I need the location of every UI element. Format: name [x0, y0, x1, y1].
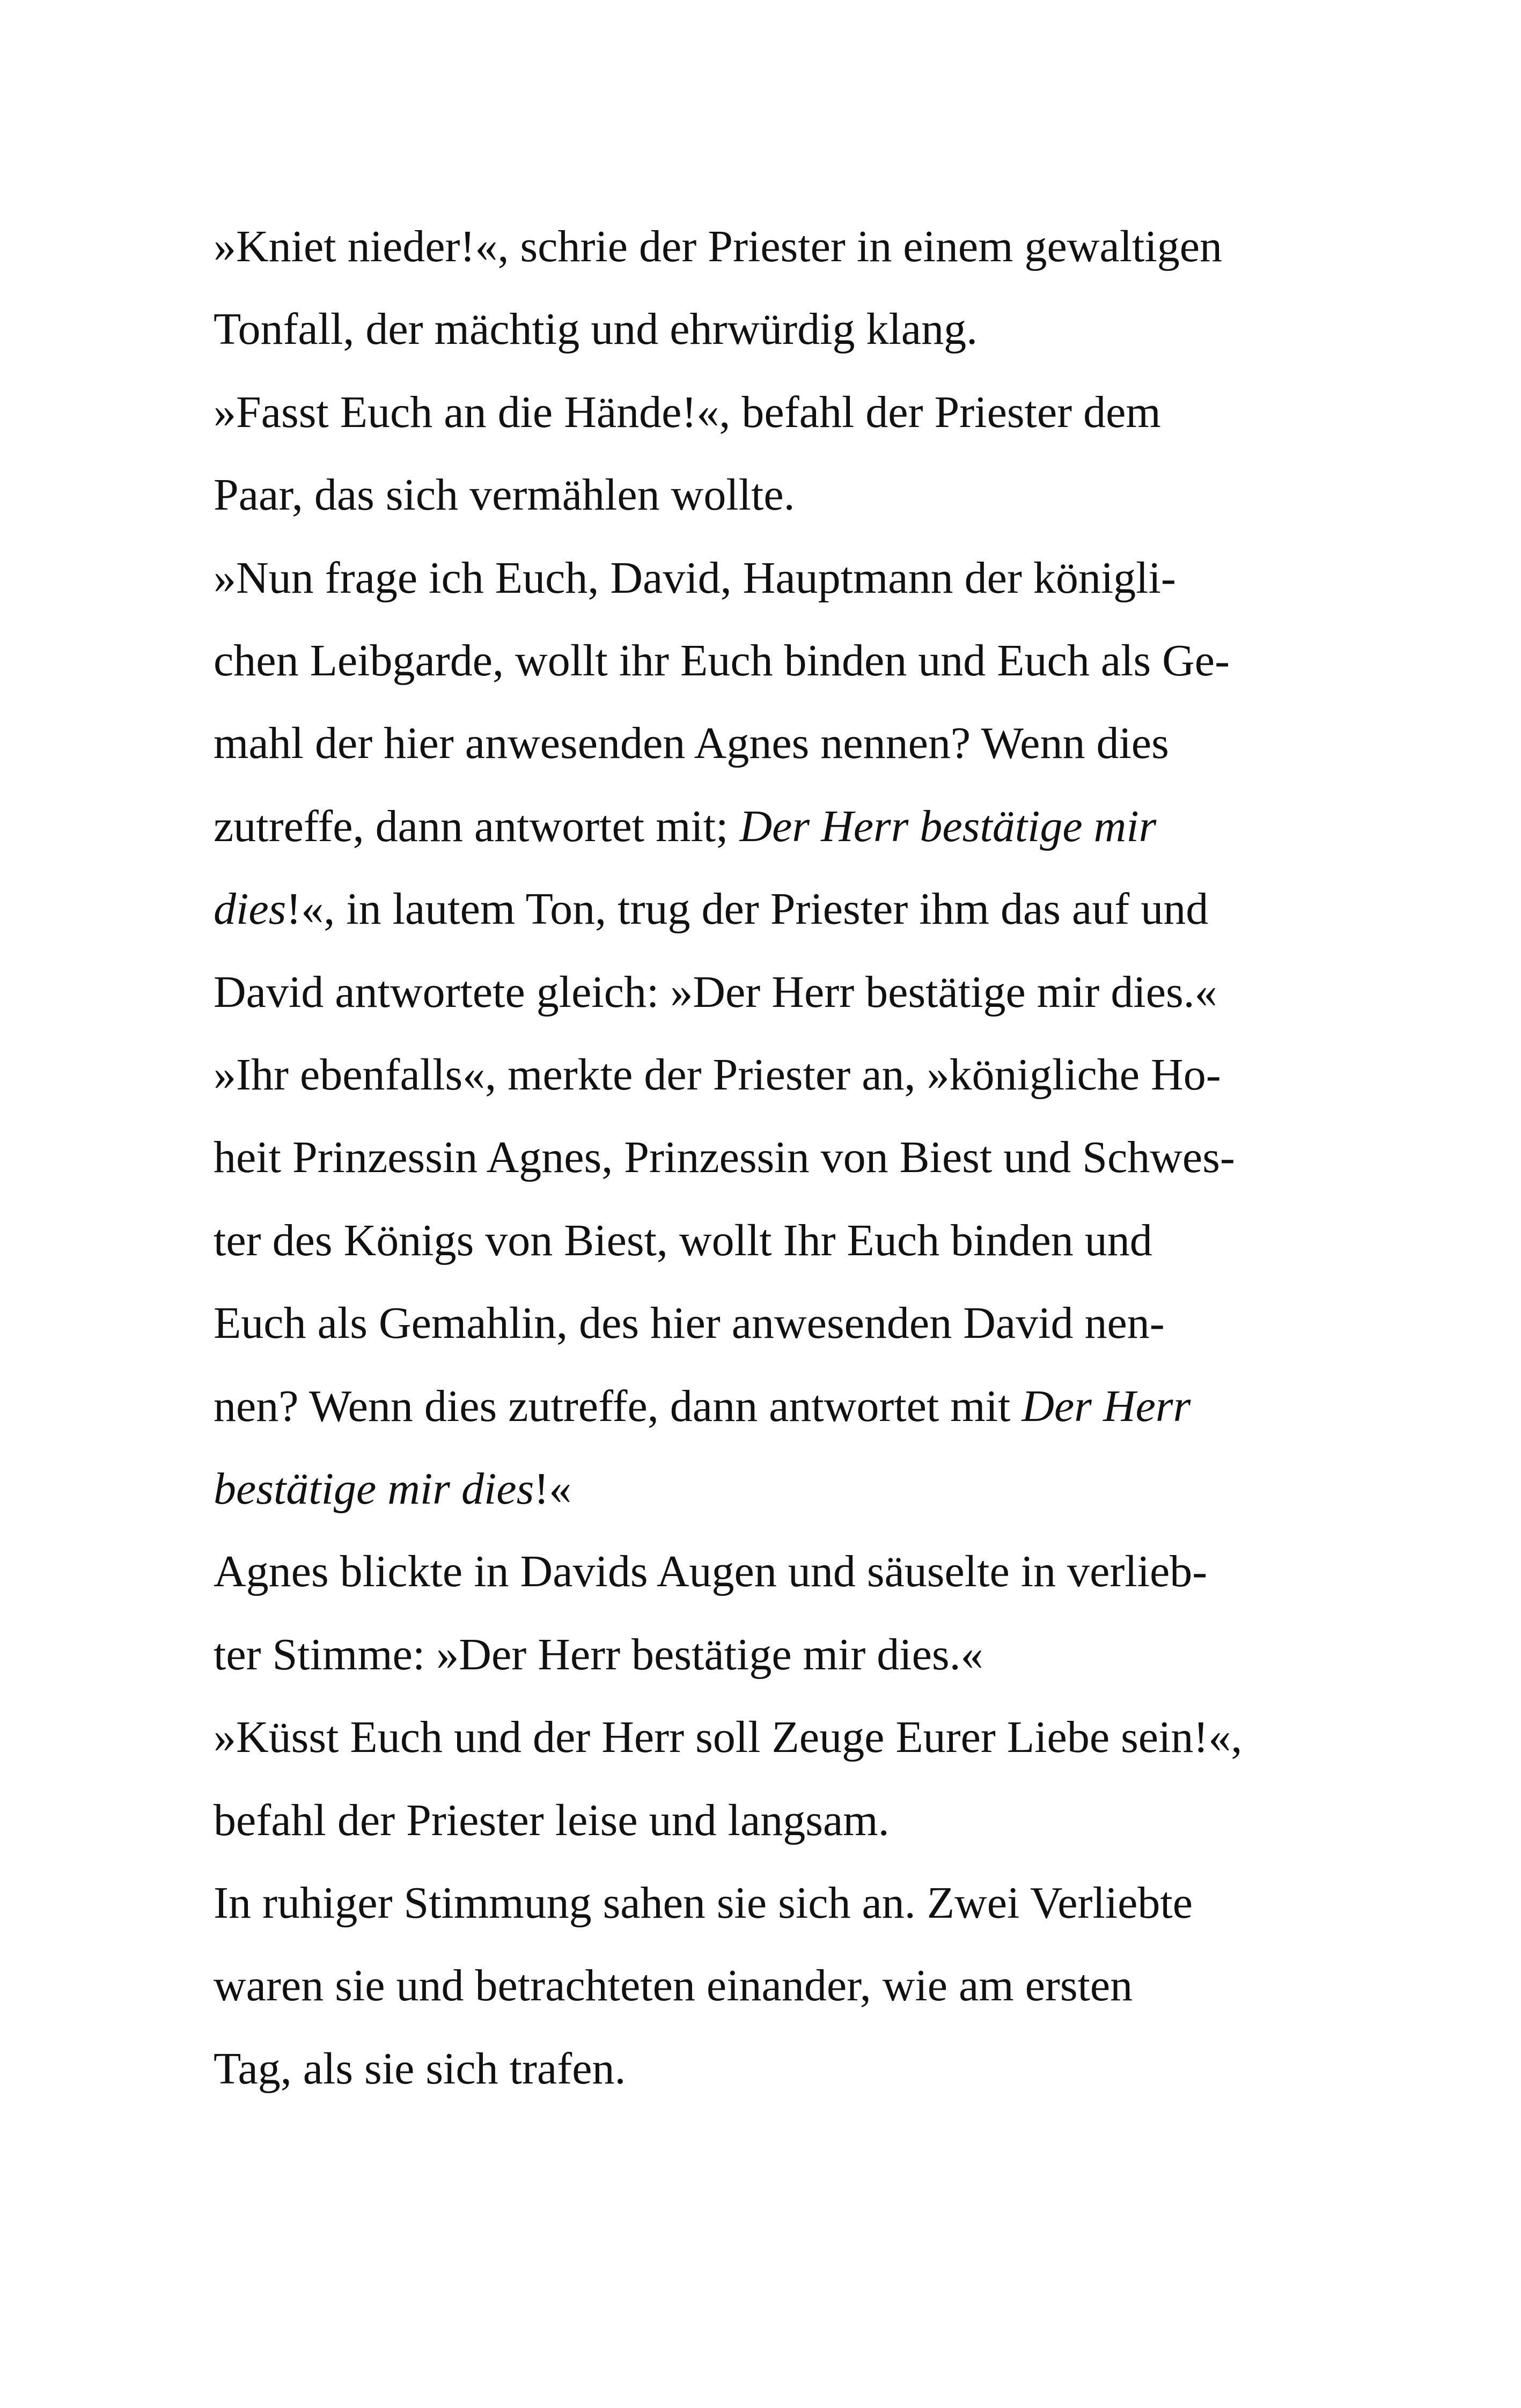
text-line — [214, 2042, 626, 2096]
text-segment: mahl der hier anwesenden Agnes nennen? Wenn dies — [214, 718, 1169, 769]
text-line — [214, 303, 978, 356]
text-line — [214, 551, 1176, 605]
italic-text: Der Herr — [1022, 1381, 1191, 1431]
text-line — [214, 1462, 571, 1516]
text-line — [214, 800, 1156, 853]
text-segment: Paar, das sich vermählen wollte. — [214, 470, 795, 520]
text-segment: nen? Wenn dies zutreffe, dann antwortet mit — [214, 1381, 1022, 1431]
text-line — [214, 1876, 1193, 1930]
text-segment: ter Stimme: »Der Herr bestätige mir dies.« — [214, 1629, 983, 1680]
text-segment: In ruhiger Stimmung sahen sie sich an. Zwei Verliebte — [214, 1878, 1193, 1928]
text-line — [214, 1545, 1207, 1599]
text-segment: befahl der Priester leise und langsam. — [214, 1795, 890, 1845]
text-line — [214, 1297, 1165, 1350]
text-segment: !« — [534, 1464, 572, 1514]
text-line — [214, 1628, 983, 1682]
text-segment: ter des Königs von Biest, wollt Ihr Euch binden und — [214, 1215, 1152, 1265]
text-segment: waren sie und betrachteten einander, wie am ersten — [214, 1961, 1133, 2011]
text-segment: !«, in lautem Ton, trug der Priester ihm das auf und — [286, 884, 1209, 934]
text-line — [214, 1711, 1242, 1764]
text-segment: Tag, als sie sich trafen. — [214, 2043, 626, 2094]
text-line — [214, 882, 1208, 936]
text-segment: zutreffe, dann antwortet mit; — [214, 801, 740, 851]
text-segment: »Kniet nieder!«, schrie der Priester in einem gewaltigen — [214, 222, 1222, 271]
text-line — [214, 386, 1161, 439]
text-line — [214, 717, 1169, 770]
italic-text: dies — [214, 884, 286, 934]
text-line — [214, 1048, 1221, 1102]
text-segment: »Ihr ebenfalls«, merkte der Priester an, »königliche Ho- — [214, 1050, 1221, 1100]
text-line — [214, 1380, 1191, 1433]
text-segment: »Nun frage ich Euch, David, Hauptmann der königli- — [214, 553, 1176, 603]
text-line — [214, 1794, 890, 1847]
text-line — [214, 1214, 1152, 1268]
text-line — [214, 1959, 1133, 2013]
text-segment: Agnes blickte in Davids Augen und säuselte in verlieb- — [214, 1547, 1208, 1597]
italic-text: bestätige mir dies — [214, 1464, 534, 1514]
italic-text: Der Herr bestätige mir — [739, 801, 1157, 851]
text-line — [214, 1131, 1235, 1184]
text-segment: »Küsst Euch und der Herr soll Zeuge Eurer Liebe sein!«, — [214, 1712, 1243, 1763]
text-line — [214, 468, 795, 522]
text-line — [214, 220, 1222, 274]
text-line — [214, 966, 1217, 1019]
text-segment: Euch als Gemahlin, des hier anwesenden David nen- — [214, 1298, 1165, 1349]
text-line — [214, 634, 1230, 688]
text-segment: David antwortete gleich: »Der Herr bestätige mir dies.« — [214, 967, 1217, 1017]
text-segment: chen Leibgarde, wollt ihr Euch binden und Euch als Ge- — [214, 636, 1230, 686]
text-segment: heit Prinzessin Agnes, Prinzessin von Biest und Schwes- — [214, 1132, 1235, 1183]
text-segment: »Fasst Euch an die Hände!«, befahl der Priester dem — [214, 387, 1161, 437]
text-segment: Tonfall, der mächtig und ehrwürdig klang. — [214, 304, 978, 355]
